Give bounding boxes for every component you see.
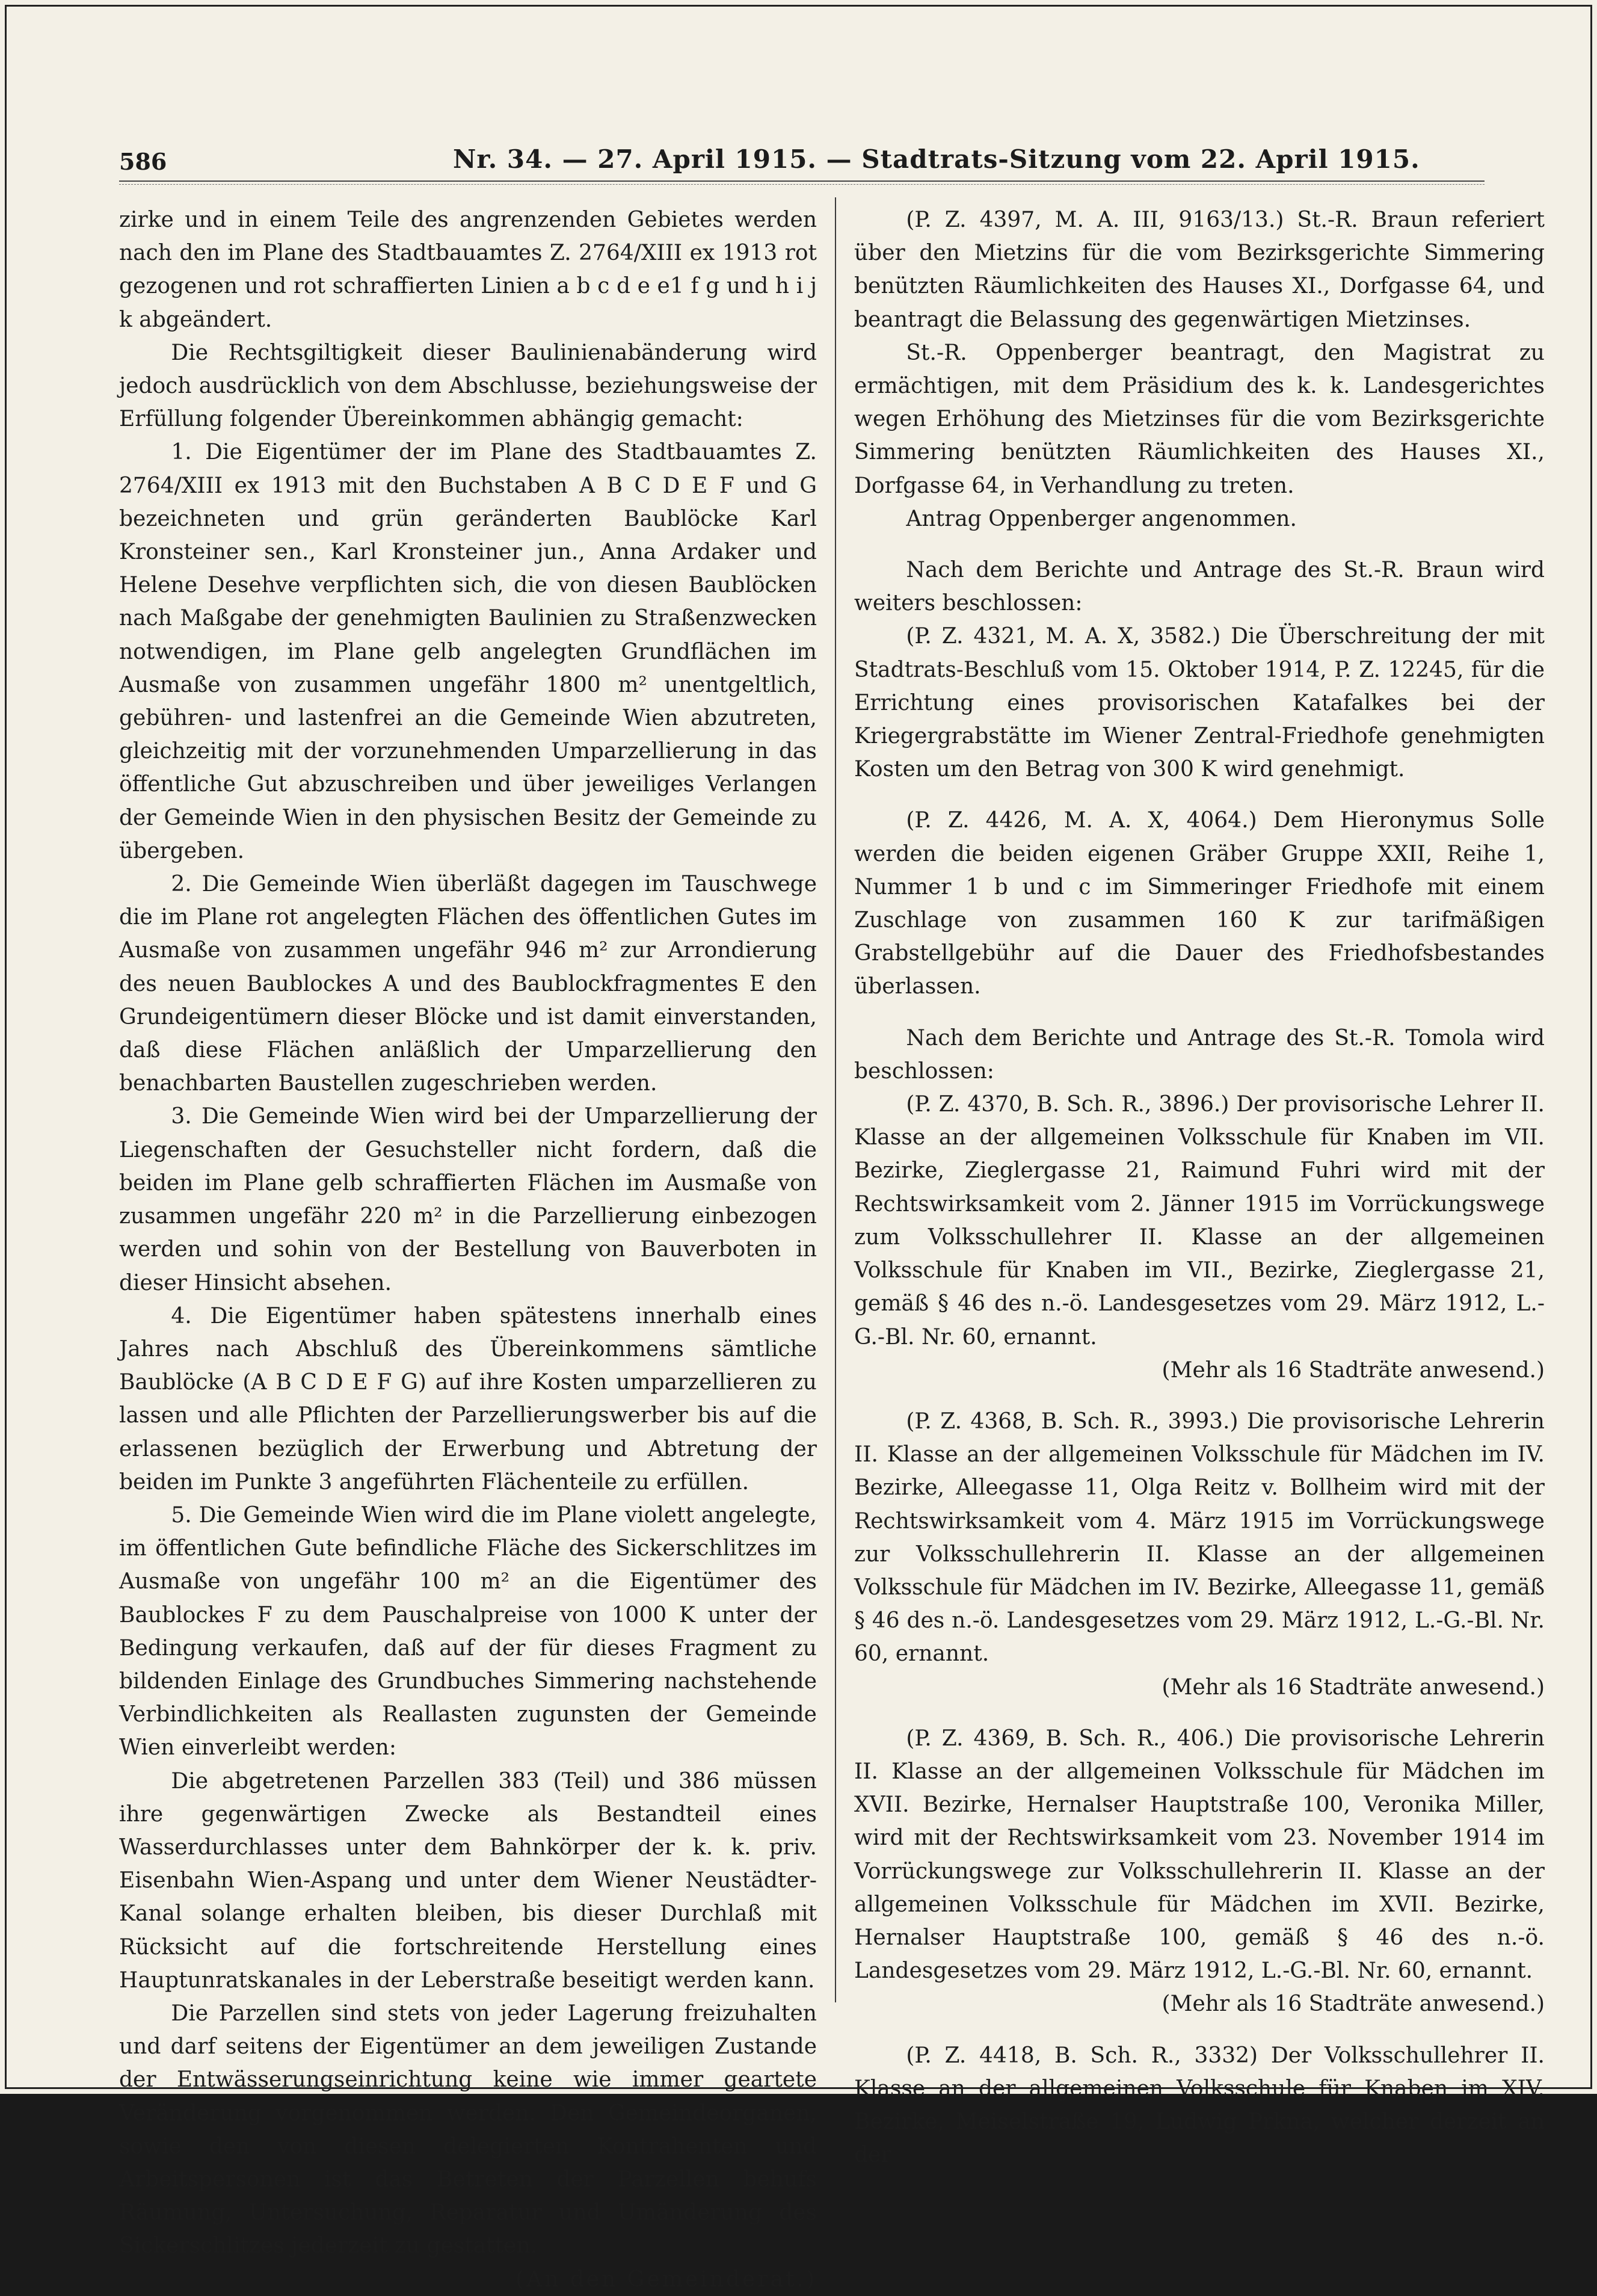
paragraph: (P. Z. 4397, M. A. III, 9163/13.) St.-R. Braun referiert über den Mietzins für die vom Bezirksgerichte Simmering benützten Räumlichkeiten des Hauses XI., Dorfgasse 64, und beantragt die Belassung des gegenwärtigen Mietzinses. <box>854 208 1545 332</box>
paragraph: Die Parzellen sind stets von jeder Lagerung freizuhalten und darf seitens der Eigentümer an dem jeweiligen Zustande der Entwässerungseinrichtung keine wie immer geartete Veränderung vorgenommen werden. Den Gemeindeorganen, sowie den von diesen delegierten Kontrahenten und Arbeitspersonen ist das Betreten der Parzellen behufs Räumung, Untersuchung, Reparatur und Umänderung des Sickerschlitzes jederzeit zu gestatten. <box>119 2001 817 2259</box>
running-head: Nr. 34. — 27. April 1915. — Stadtrats-Sitzung vom 22. April 1915. <box>453 144 1420 174</box>
paragraph: 1. Die Eigentümer der im Plane des Stadtbauamtes Z. 2764/XIII ex 1913 mit den Buchstaben A B C D E F und G bezeichneten und grün geränderten Baublöcke Karl Kronsteiner sen., Karl Kronsteiner jun., Anna Ardaker und Helene Desehve verpflichten sich, die von diesen Baublöcken nach Maßgabe der genehmigten Baulinien zu Straßenzwecken notwendigen, im Plane gelb angelegten Grundflächen im Ausmaße von zusammen ungefähr 1800 m² unentgeltlich, gebühren- und lastenfrei an die Gemeinde Wien abzutreten, gleichzeitig mit der vorzunehmenden Umparzellierung in das öffentliche Gut abzuschreiben und über jeweiliges Verlangen der Gemeinde Wien in den physischen Besitz der Gemeinde zu übergeben. <box>119 440 817 863</box>
paragraph: 5. Die Gemeinde Wien wird die im Plane violett angelegte, im öffentlichen Gute befindliche Fläche des Sickerschlitzes im Ausmaße von ungefähr 100 m² an die Eigentümer des Baublockes F zu dem Pauschalpreise von 1000 K unter der Bedingung verkaufen, daß auf der für dieses Fragment zu bildenden Einlage des Grundbuches Simmering nachstehende Verbindlichkeiten als Reallasten zugunsten der Gemeinde Wien einverleibt werden: <box>119 1502 817 1761</box>
paragraph: (P. Z. 4418, B. Sch. R., 3332) Der Volksschullehrer II. Klasse an der allgemeinen Volksschule für Knaben im XIV. Bezirke, Meiselstraße 19, Ludwig Prkna, welcher derzeit an der <box>854 2043 1545 2168</box>
page-header <box>119 138 1485 174</box>
section-intro: Nach dem Berichte und Antrage des St.-R. Braun wird weiters beschlossen: <box>854 558 1545 616</box>
paragraph: (P. Z. 4370, B. Sch. R., 3896.) Der provisorische Lehrer II. Klasse an der allgemeinen Volksschule für Knaben im VII. Bezirke, Zieglergasse 21, Raimund Fuhri wird mit der Rechtswirksamkeit vom 2. Jänner 1915 im Vorrückungswege zum Volksschullehrer II. Klasse an der allgemeinen Volksschule für Knaben im VII., Bezirke, Zieglergasse 21, gemäß § 46 des n.-ö. Landesgesetzes vom 29. März 1912, L.-G.-Bl. Nr. 60, ernannt. <box>854 1092 1545 1350</box>
paragraph: 4. Die Eigentümer haben spätestens innerhalb eines Jahres nach Abschluß des Übereinkommens sämtliche Baublöcke (A B C D E F G) auf ihre Kosten umparzellieren zu lassen und alle Pflichten der Parzellierungswerber bis auf die erlassenen bezüglich der Erwerbung und Abtretung der beiden im Punkte 3 angeführten Flächenteile zu erfüllen. <box>119 1303 817 1495</box>
paragraph: zirke und in einem Teile des angrenzenden Gebietes werden nach den im Plane des Stadtbauamtes Z. 2764/XIII ex 1913 rot gezogenen und rot schraffierten Linien a b c d e e1 f g und h i j k abgeändert. <box>119 208 817 332</box>
attendance-note: (Mehr als 16 Stadträte anwesend.) <box>1162 1357 1545 1383</box>
resolution-note: Antrag Oppenberger angenommen. <box>906 506 1297 531</box>
paragraph: 2. Die Gemeinde Wien überläßt dagegen im Tauschwege die im Plane rot angelegten Flächen des öffentlichen Gutes im Ausmaße von zusammen ungefähr 946 m² zur Arrondierung des neuen Baublockes A und des Baublockfragmentes E den Grundeigentümern dieser Blöcke und ist damit einverstanden, daß diese Flächen anläßlich der Umparzellierung den benachbarten Baustellen zugeschrieben werden. <box>119 872 817 1096</box>
paragraph: (P. Z. 4369, B. Sch. R., 406.) Die provisorische Lehrerin II. Klasse an der allgemeinen Volksschule für Mädchen im XVII. Bezirke, Hernalser Hauptstraße 100, Veronika Miller, wird mit der Rechtswirksamkeit vom 23. November 1914 im Vorrückungswege zur Volksschullehrerin II. Klasse an der allgemeinen Volksschule für Mädchen im XVII. Bezirke, Hernalser Hauptstraße 100, gemäß § 46 des n.-ö. Landesgesetzes vom 29. März 1912, L.-G.-Bl. Nr. 60, ernannt. <box>854 1726 1545 1984</box>
page-number: 586 <box>119 148 167 175</box>
paragraph: Die abgetretenen Parzellen 383 (Teil) und 386 müssen ihre gegenwärtigen Zwecke als Bestandteil eines Wasserdurchlasses unter dem Bahnkörper der k. k. priv. Eisenbahn Wien-Aspang und unter dem Wiener Neustädter-Kanal solange erhalten bleiben, bis dieser Durchlaß mit Rücksicht auf die fortschreitende Herstellung eines Hauptunratskanales in der Leberstraße beseitigt werden kann. <box>119 1768 817 1993</box>
right-column <box>854 203 1545 2171</box>
attendance-note: (Mehr als 16 Stadträte anwesend.) <box>1162 1992 1545 2017</box>
paragraph: (P. Z. 4321, M. A. X, 3582.) Die Überschreitung der mit Stadtrats-Beschluß vom 15. Oktober 1914, P. Z. 12245, für die Errichtung eines provisorischen Katafalkes bei der Kriegergrabstätte im Wiener Zentral-Friedhofe genehmigten Kosten um den Betrag von 300 K wird genehmigt. <box>854 624 1545 782</box>
paragraph: Die Rechtsgiltigkeit dieser Baulinienabänderung wird jedoch ausdrücklich von dem Abschlusse, beziehungsweise der Erfüllung folgender Übereinkommen abhängig gemacht: <box>119 340 817 432</box>
paragraph: 3. Die Gemeinde Wien wird bei der Umparzellierung der Liegenschaften der Gesuchsteller nicht fordern, daß die beiden im Plane gelb schraffierten Flächen im Ausmaße von zusammen ungefähr 220 m² in die Parzellierung einbezogen werden und sohin von der Bestellung von Bauverboten in dieser Hinsicht absehen. <box>119 1104 817 1295</box>
referral-note: (An den Gemeinderat.) <box>515 2267 817 2292</box>
attendance-note: (Mehr als 16 Stadträte anwesend.) <box>1162 1674 1545 1700</box>
paragraph: (P. Z. 4368, B. Sch. R., 3993.) Die provisorische Lehrerin II. Klasse an der allgemeinen Volksschule für Mädchen im IV. Bezirke, Alleegasse 11, Olga Reitz v. Bollheim wird mit der Rechtswirksamkeit vom 4. März 1915 im Vorrückungswege zur Volksschullehrerin II. Klasse an der allgemeinen Volksschule für Mädchen im IV. Bezirke, Alleegasse 11, gemäß § 46 des n.-ö. Landesgesetzes vom 29. März 1912, L.-G.-Bl. Nr. 60, ernannt. <box>854 1409 1545 1667</box>
left-column <box>119 203 817 2296</box>
column-divider <box>835 197 836 2002</box>
header-rule <box>119 181 1485 185</box>
section-intro: Nach dem Berichte und Antrage des St.-R. Tomola wird beschlossen: <box>854 1025 1545 1084</box>
paragraph: St.-R. Oppenberger beantragt, den Magistrat zu ermächtigen, mit dem Präsidium des k. k. Landesgerichtes wegen Erhöhung des Mietzinses für die vom Bezirksgerichte Simmering benützten Räumlichkeiten des Hauses XI., Dorfgasse 64, in Verhandlung zu treten. <box>854 340 1545 498</box>
paragraph: (P. Z. 4426, M. A. X, 4064.) Dem Hieronymus Solle werden die beiden eigenen Gräber Gruppe XXII, Reihe 1, Nummer 1 b und c im Simmeringer Friedhofe mit einem Zuschlage von zusammen 160 K zur tarifmäßigen Grabstellgebühr auf die Dauer des Friedhofsbestandes überlassen. <box>854 808 1545 999</box>
